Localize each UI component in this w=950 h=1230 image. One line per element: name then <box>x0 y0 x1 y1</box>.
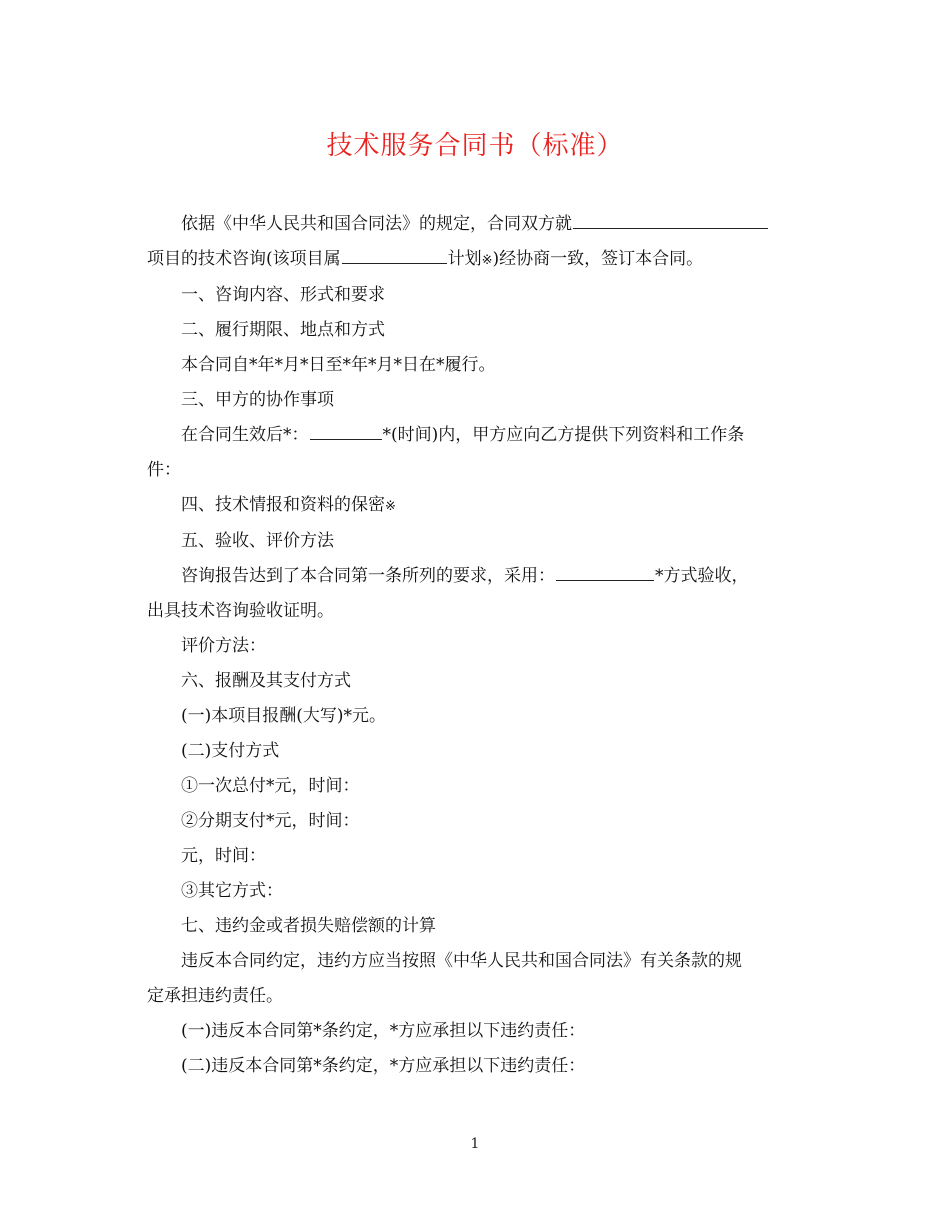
section-7-item-1: (一)违反本合同第*条约定，*方应承担以下违约责任： <box>181 1021 586 1041</box>
section-5-body-line-1 <box>147 559 807 594</box>
section-7-item-2: (二)违反本合同第*条约定，*方应承担以下违约责任： <box>181 1056 586 1076</box>
document-body <box>147 207 807 1084</box>
section-heading-2: 二、履行期限、地点和方式 <box>181 320 385 340</box>
time-blank <box>310 419 382 440</box>
section-3-body-line-1 <box>147 418 807 453</box>
section-heading-7: 七、违约金或者损失赔偿额的计算 <box>181 916 436 936</box>
text: 在合同生效后*： <box>181 425 309 445</box>
section-heading-3: 三、甲方的协作事项 <box>181 390 334 410</box>
section-6-item-2b: ②分期支付*元，时间： <box>181 811 360 831</box>
section-6-item-2d: ③其它方式： <box>181 881 283 901</box>
text: *方式验收， <box>655 566 749 586</box>
text: 依据《中华人民共和国合同法》的规定，合同双方就 <box>181 214 572 234</box>
plan-name-blank <box>342 243 447 264</box>
section-5-evaluation: 评价方法： <box>181 636 266 656</box>
reference-mark: ※ <box>385 499 396 514</box>
project-name-blank <box>573 208 768 229</box>
section-2-body: 本合同自*年*月*日至*年*月*日在*履行。 <box>181 355 496 375</box>
text: 项目的技术咨询(该项目属 <box>147 249 341 269</box>
page-number: 1 <box>470 1136 480 1152</box>
text: 四、技术情报和资料的保密 <box>181 495 385 515</box>
section-3-body-line-2: 件： <box>147 460 181 480</box>
section-5-body-line-2: 出具技术咨询验收证明。 <box>147 601 334 621</box>
paragraph-intro-line-2 <box>147 242 807 278</box>
section-6-item-2c: 元，时间： <box>181 846 266 866</box>
reference-mark: ※ <box>481 253 493 268</box>
text: 咨询报告达到了本合同第一条所列的要求，采用： <box>181 566 555 586</box>
section-6-item-1: (一)本项目报酬(大写)*元。 <box>181 706 387 726</box>
section-heading-5: 五、验收、评价方法 <box>181 531 334 551</box>
section-heading-4 <box>147 488 807 524</box>
text: *(时间)内，甲方应向乙方提供下列资料和工作条 <box>382 425 745 445</box>
paragraph-intro-line-1 <box>147 207 807 242</box>
document-title: 技术服务合同书（标准） <box>326 131 624 161</box>
text: )经协商一致，签订本合同。 <box>492 249 704 269</box>
section-heading-6: 六、报酬及其支付方式 <box>181 671 351 691</box>
acceptance-method-blank <box>556 560 654 581</box>
section-heading-1: 一、咨询内容、形式和要求 <box>181 285 385 305</box>
section-7-body-line-1: 违反本合同约定，违约方应当按照《中华人民共和国合同法》有关条款的规 <box>181 951 742 971</box>
section-6-item-2: (二)支付方式 <box>181 741 280 761</box>
section-7-body-line-2: 定承担违约责任。 <box>147 986 283 1006</box>
section-6-item-2a: ①一次总付*元，时间： <box>181 776 360 796</box>
text: 计划 <box>447 249 482 269</box>
